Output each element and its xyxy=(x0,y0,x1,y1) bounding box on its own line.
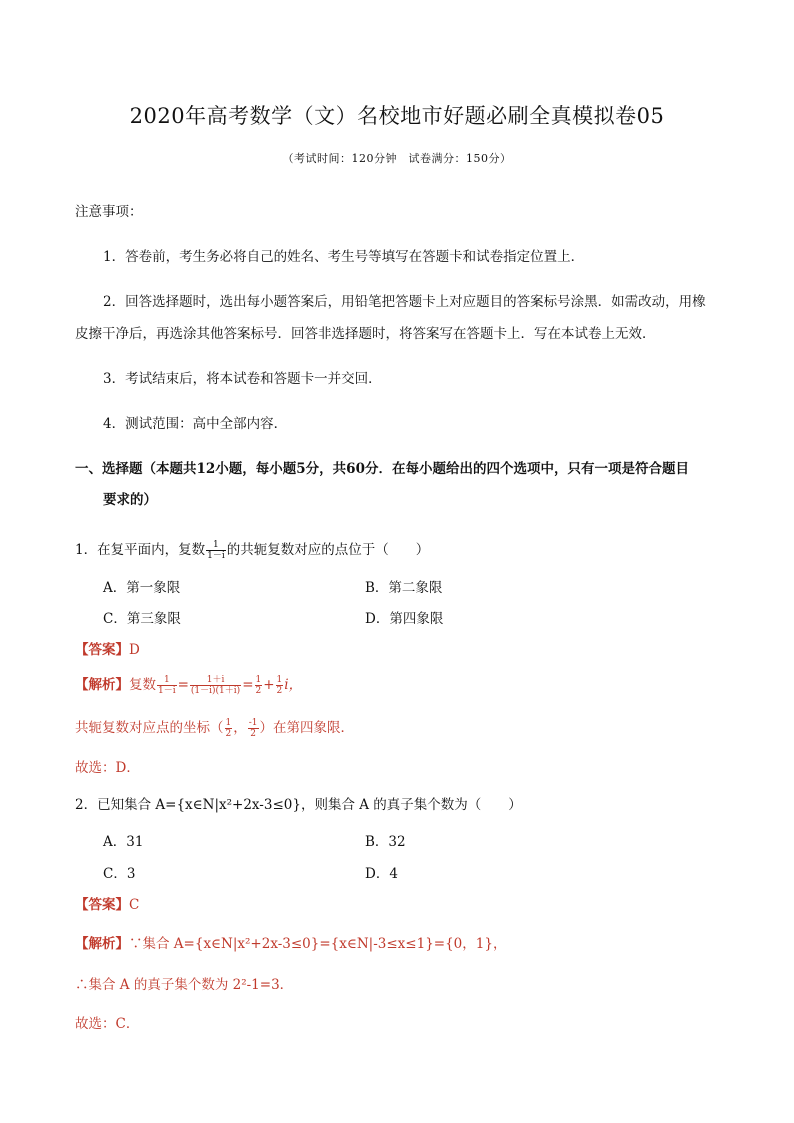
q1-fraction xyxy=(206,540,226,561)
q1-l2-frac-1 xyxy=(225,718,233,739)
q1-option-b: B．第二象限 xyxy=(365,580,443,596)
notice-heading: 注意事项： xyxy=(75,204,143,220)
q2-conclusion: 故选：C． xyxy=(75,1016,140,1032)
q1-l2-pre: 共轭复数对应点的坐标（ xyxy=(75,720,224,736)
q1-analysis-frac-2 xyxy=(190,675,241,696)
notice-item-2-cont: 皮擦干净后，再选涂其他答案标号．回答非选择题时，将答案写在答题卡上．写在本试卷上无效． xyxy=(75,326,656,342)
q1-fraction-den: 1－i xyxy=(207,551,225,561)
q1-l2-post: ）在第四象限． xyxy=(259,720,355,736)
question-1-stem xyxy=(75,538,429,561)
q1-analysis xyxy=(75,673,302,696)
q1-l2-comma: ， xyxy=(233,720,247,736)
q2-option-a: A．31 xyxy=(103,834,144,850)
q1-l2-frac-1-num: 1 xyxy=(225,718,232,728)
q1-answer-tag: 【答案】 xyxy=(75,642,129,658)
q2-analysis-tag: 【解析】 xyxy=(75,936,129,952)
notice-item-4: 4．测试范围：高中全部内容． xyxy=(103,416,288,432)
question-2-stem: 2．已知集合 A={x∈N|x²+2x-3≤0}，则集合 A 的真子集个数为（ ） xyxy=(75,797,522,813)
q1-analysis-frac-1-den: 1－i xyxy=(158,686,176,696)
q1-analysis-frac-2-den: (1－i)(1＋i) xyxy=(190,686,241,696)
q1-fraction-num: 1 xyxy=(206,540,226,551)
q1-analysis-plus: + xyxy=(263,677,275,693)
q1-option-c: C．第三象限 xyxy=(103,611,181,627)
q1-analysis-frac-3 xyxy=(255,675,263,696)
q1-analysis-pre: 复数 xyxy=(129,677,156,693)
q1-analysis-frac-1-num: 1 xyxy=(157,675,177,686)
q1-analysis-i: i， xyxy=(284,677,303,693)
q2-answer-tag: 【答案】 xyxy=(75,897,129,913)
q1-analysis-tag: 【解析】 xyxy=(75,677,129,693)
q1-analysis-eq-2: = xyxy=(242,677,254,693)
q1-stem-pre: 1．在复平面内，复数 xyxy=(75,542,206,558)
notice-item-3: 3．考试结束后，将本试卷和答题卡一并交回． xyxy=(103,371,382,387)
q1-answer-value: D xyxy=(129,642,140,658)
q1-analysis-frac-3-den: 2 xyxy=(255,686,262,696)
q1-option-a: A．第一象限 xyxy=(103,580,181,596)
q1-conclusion: 故选：D． xyxy=(75,760,140,776)
q2-answer xyxy=(75,893,139,913)
q1-analysis-frac-4-den: 2 xyxy=(276,686,283,696)
q1-analysis-eq-1: = xyxy=(177,677,189,693)
q1-l2-frac-2-num: -1 xyxy=(248,718,258,728)
q2-analysis xyxy=(75,932,506,952)
q1-l2-frac-1-den: 2 xyxy=(225,729,232,739)
section-heading-cont: 要求的） xyxy=(103,492,157,508)
page-title: 2020年高考数学（文）名校地市好题必刷全真模拟卷05 xyxy=(129,104,665,128)
q1-analysis-line-2 xyxy=(75,716,354,739)
notice-item-1: 1．答卷前，考生务必将自己的姓名、考生号等填写在答题卡和试卷指定位置上． xyxy=(103,249,585,265)
q1-analysis-frac-4-num: 1 xyxy=(276,675,283,685)
q2-analysis-text: ∵集合 A={x∈N|x²+2x-3≤0}={x∈N|-3≤x≤1}={0，1}， xyxy=(129,936,507,952)
q2-option-b: B．32 xyxy=(365,834,406,850)
section-heading: 一、选择题（本题共12小题，每小题5分，共60分．在每小题给出的四个选项中，只有一项是符合题目 xyxy=(75,461,689,477)
q1-option-d: D．第四象限 xyxy=(365,611,444,627)
q1-l2-frac-2 xyxy=(248,718,259,739)
q1-analysis-frac-4 xyxy=(276,675,284,696)
q1-analysis-frac-2-num: 1＋i xyxy=(190,675,241,686)
q1-answer xyxy=(75,638,140,658)
q1-l2-frac-2-den: 2 xyxy=(250,729,256,739)
q1-analysis-frac-3-num: 1 xyxy=(255,675,262,685)
q1-stem-post: 的共轭复数对应的点位于（ ） xyxy=(226,542,430,558)
q2-option-d: D．4 xyxy=(365,866,398,882)
q2-answer-value: C xyxy=(129,897,140,913)
exam-subtitle: （考试时间：120分钟 试卷满分：150分） xyxy=(282,152,512,165)
notice-item-2: 2．回答选择题时，选出每小题答案后，用铅笔把答题卡上对应题目的答案标号涂黑．如需改动，用橡 xyxy=(103,294,706,310)
q2-analysis-line-2: ∴集合 A 的真子集个数为 2²-1=3． xyxy=(75,977,294,993)
q2-option-c: C．3 xyxy=(103,866,136,882)
q1-analysis-frac-1 xyxy=(157,675,177,696)
